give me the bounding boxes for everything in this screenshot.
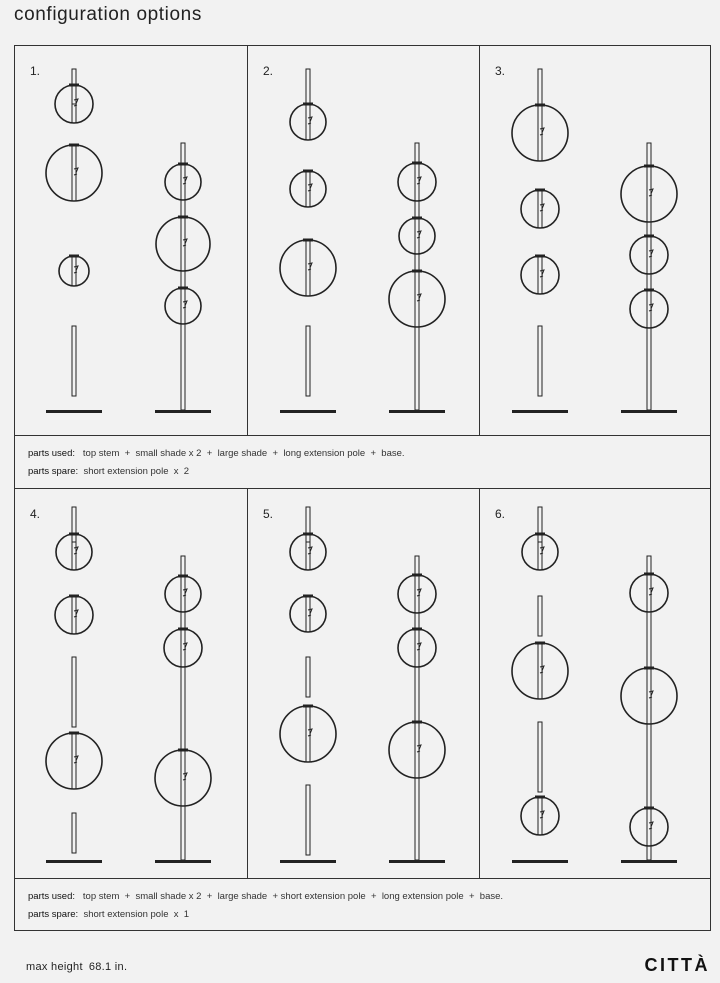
shade-stem <box>306 240 310 296</box>
large-shade <box>621 165 677 223</box>
shade-collar <box>69 255 79 258</box>
parts-info-1 <box>15 435 710 489</box>
assembled-lamp <box>621 143 677 413</box>
shade-collar <box>644 289 654 292</box>
shade-ring <box>630 574 668 612</box>
base <box>389 410 445 413</box>
stem-part <box>538 596 542 636</box>
assembled-lamp <box>155 556 211 863</box>
stem-part <box>306 657 310 697</box>
shade-ring <box>630 290 668 328</box>
shade-ring <box>399 218 435 254</box>
small-shade <box>290 533 326 571</box>
large-shade <box>389 721 445 779</box>
base <box>389 860 445 863</box>
shade-stem <box>415 722 419 778</box>
shade-ring <box>165 164 201 200</box>
small-shade <box>165 575 201 613</box>
shade-ring <box>630 808 668 846</box>
shade-stem <box>415 163 419 201</box>
shade-stem <box>72 733 76 789</box>
exploded-lamp <box>280 69 336 413</box>
base <box>621 410 677 413</box>
small-shade <box>165 287 201 325</box>
shade-collar <box>644 667 654 670</box>
shade-collar <box>178 628 188 631</box>
shade-collar <box>178 287 188 290</box>
exploded-lamp <box>280 507 336 863</box>
config-panel-1 <box>15 46 248 435</box>
shade-stem <box>538 105 542 161</box>
extension-pole <box>181 556 185 860</box>
shade-ring <box>398 629 436 667</box>
shade-ring <box>59 256 89 286</box>
config-number: 4. <box>30 507 41 521</box>
stem-part <box>306 785 310 855</box>
shade-ring <box>512 643 568 699</box>
stem-part <box>306 69 310 104</box>
shade-stem <box>647 668 651 724</box>
shade-ring <box>56 534 92 570</box>
config-group-1 <box>14 45 711 489</box>
assembled-lamp <box>389 143 445 413</box>
small-shade <box>59 255 89 287</box>
stem-part <box>72 507 76 542</box>
shade-stem <box>72 596 76 634</box>
large-shade <box>156 216 210 272</box>
shade-collar <box>178 216 188 219</box>
shade-ring <box>522 534 558 570</box>
shade-stem <box>306 706 310 762</box>
page-title: configuration options <box>14 4 202 25</box>
shade-stem <box>306 104 310 140</box>
config-panel-3 <box>480 46 712 435</box>
parts-used-text: top stem + small shade x 2 + large shade + short extension pole + long extension pole + base. <box>82 891 504 902</box>
shade-collar <box>69 84 79 87</box>
parts-spare-text: short extension pole x 2 <box>83 466 190 477</box>
small-shade <box>164 628 202 668</box>
parts-spare-row <box>28 466 189 477</box>
shade-ring <box>55 596 93 634</box>
large-shade <box>512 104 568 162</box>
shade-stem <box>647 236 651 274</box>
shade-collar <box>178 575 188 578</box>
exploded-lamp <box>46 507 102 863</box>
shade-stem <box>538 797 542 835</box>
small-shade <box>55 84 93 124</box>
small-shade <box>521 189 559 229</box>
config-number: 5. <box>263 507 274 521</box>
small-shade <box>630 235 668 275</box>
base <box>46 410 102 413</box>
shade-ring <box>398 163 436 201</box>
extension-pole <box>647 556 651 860</box>
lamp-diagrams-2 <box>248 46 480 435</box>
stem-part <box>72 326 76 396</box>
lamp-diagrams-3 <box>480 46 712 435</box>
shade-ring <box>156 217 210 271</box>
base <box>155 410 211 413</box>
brand-logo: CITTÀ <box>644 955 710 975</box>
stem-part <box>538 69 542 104</box>
parts-info-2 <box>15 878 710 932</box>
config-number: 3. <box>495 64 506 78</box>
parts-used-row <box>28 448 405 459</box>
exploded-lamp <box>46 69 102 413</box>
shade-stem <box>181 629 185 667</box>
config-panel-4 <box>15 489 248 878</box>
extension-pole <box>647 143 651 410</box>
parts-spare-label: parts spare: <box>28 466 79 477</box>
shade-stem <box>306 596 310 632</box>
shade-stem <box>538 534 542 570</box>
config-group-2 <box>14 488 711 931</box>
base <box>280 410 336 413</box>
config-panel-2 <box>248 46 480 435</box>
shade-collar <box>303 705 313 708</box>
shade-ring <box>389 722 445 778</box>
shade-stem <box>647 808 651 846</box>
shade-ring <box>521 256 559 294</box>
stem-part <box>306 507 310 542</box>
shade-ring <box>290 534 326 570</box>
shade-ring <box>398 575 436 613</box>
shade-ring <box>280 240 336 296</box>
stem-part <box>538 722 542 792</box>
small-shade <box>290 595 326 633</box>
shade-stem <box>306 171 310 207</box>
parts-used-text: top stem + small shade x 2 + large shade + long extension pole + base. <box>82 448 405 459</box>
shade-stem <box>415 629 419 667</box>
shade-stem <box>415 218 419 254</box>
parts-used-label: parts used: <box>28 448 75 459</box>
shade-collar <box>303 103 313 106</box>
assembled-lamp <box>389 556 445 863</box>
shade-ring <box>621 166 677 222</box>
large-shade <box>46 144 102 202</box>
shade-stem <box>72 256 76 286</box>
large-shade <box>280 239 336 297</box>
lamp-diagrams-6 <box>480 489 712 878</box>
shade-stem <box>415 271 419 327</box>
stem-part <box>538 326 542 396</box>
small-shade <box>56 533 92 571</box>
lamp-diagrams-5 <box>248 489 480 878</box>
shade-stem <box>647 574 651 612</box>
base <box>512 860 568 863</box>
extension-pole <box>415 556 419 860</box>
shade-collar <box>303 239 313 242</box>
large-shade <box>155 749 211 807</box>
shade-collar <box>644 807 654 810</box>
shade-ring <box>165 576 201 612</box>
small-shade <box>630 573 668 613</box>
shade-collar <box>535 255 545 258</box>
shade-collar <box>69 732 79 735</box>
config-panel-5 <box>248 489 480 878</box>
base <box>155 860 211 863</box>
assembled-lamp <box>621 556 677 863</box>
large-shade <box>389 270 445 328</box>
shade-collar <box>69 595 79 598</box>
shade-collar <box>303 595 313 598</box>
base <box>46 860 102 863</box>
small-shade <box>399 217 435 255</box>
stem-part <box>306 326 310 396</box>
shade-stem <box>181 217 185 271</box>
shade-stem <box>181 750 185 806</box>
base <box>512 410 568 413</box>
large-shade <box>512 642 568 700</box>
shade-collar <box>412 628 422 631</box>
stem-part <box>538 507 542 542</box>
shade-stem <box>647 290 651 328</box>
shade-collar <box>535 104 545 107</box>
shade-ring <box>521 797 559 835</box>
shade-collar <box>412 574 422 577</box>
shade-collar <box>535 533 545 536</box>
large-shade <box>280 705 336 763</box>
shade-stem <box>306 534 310 570</box>
exploded-lamp <box>512 507 568 863</box>
base <box>621 860 677 863</box>
shade-collar <box>178 163 188 166</box>
shade-ring <box>630 236 668 274</box>
shade-collar <box>535 189 545 192</box>
shade-collar <box>69 533 79 536</box>
shade-ring <box>290 171 326 207</box>
small-shade <box>398 628 436 668</box>
shade-collar <box>535 642 545 645</box>
shade-ring <box>155 750 211 806</box>
large-shade <box>46 732 102 790</box>
shade-collar <box>644 573 654 576</box>
lamp-diagrams-1 <box>15 46 248 435</box>
small-shade <box>290 170 326 208</box>
shade-collar <box>303 170 313 173</box>
small-shade <box>522 533 558 571</box>
exploded-lamp <box>512 69 568 413</box>
parts-used-label: parts used: <box>28 891 75 902</box>
shade-collar <box>69 144 79 147</box>
parts-spare-label: parts spare: <box>28 909 79 920</box>
shade-collar <box>303 533 313 536</box>
shade-collar <box>535 796 545 799</box>
shade-stem <box>181 576 185 612</box>
shade-stem <box>181 288 185 324</box>
large-shade <box>621 667 677 725</box>
shade-collar <box>644 235 654 238</box>
stem-part <box>72 657 76 727</box>
shade-ring <box>165 288 201 324</box>
shade-stem <box>72 534 76 570</box>
config-number: 1. <box>30 64 41 78</box>
shade-collar <box>412 217 422 220</box>
shade-ring <box>621 668 677 724</box>
stem-part <box>72 813 76 853</box>
shade-stem <box>538 190 542 228</box>
config-panel-6 <box>480 489 712 878</box>
small-shade <box>521 796 559 836</box>
shade-collar <box>644 165 654 168</box>
shade-stem <box>538 643 542 699</box>
small-shade <box>398 162 436 202</box>
parts-spare-text: short extension pole x 1 <box>83 909 190 920</box>
lamp-diagrams-4 <box>15 489 248 878</box>
parts-used-row <box>28 891 503 902</box>
small-shade <box>630 807 668 847</box>
shade-collar <box>412 270 422 273</box>
max-height-value: 68.1 in. <box>88 961 128 973</box>
small-shade <box>55 595 93 635</box>
shade-ring <box>46 733 102 789</box>
shade-ring <box>389 271 445 327</box>
shade-collar <box>412 721 422 724</box>
assembled-lamp <box>155 143 211 413</box>
shade-stem <box>181 164 185 200</box>
shade-stem <box>72 145 76 201</box>
shade-stem <box>647 166 651 222</box>
shade-stem <box>538 256 542 294</box>
shade-stem <box>415 575 419 613</box>
shade-ring <box>164 629 202 667</box>
small-shade <box>521 255 559 295</box>
small-shade <box>630 289 668 329</box>
max-height <box>26 961 127 973</box>
config-number: 2. <box>263 64 274 78</box>
shade-ring <box>290 104 326 140</box>
shade-ring <box>46 145 102 201</box>
shade-ring <box>280 706 336 762</box>
shade-ring <box>512 105 568 161</box>
shade-ring <box>521 190 559 228</box>
config-number: 6. <box>495 507 506 521</box>
small-shade <box>290 103 326 141</box>
small-shade <box>398 574 436 614</box>
shade-collar <box>178 749 188 752</box>
shade-ring <box>290 596 326 632</box>
parts-spare-row <box>28 909 189 920</box>
shade-collar <box>412 162 422 165</box>
max-height-label: max height <box>26 961 83 973</box>
small-shade <box>165 163 201 201</box>
base <box>280 860 336 863</box>
